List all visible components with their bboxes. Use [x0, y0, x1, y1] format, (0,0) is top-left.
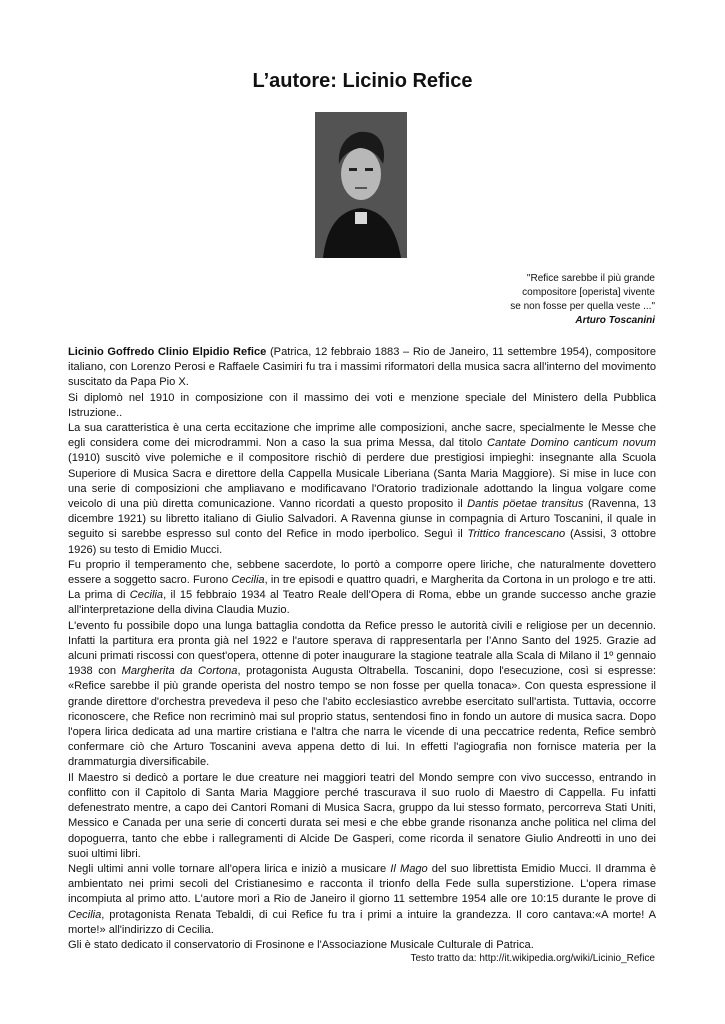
text: (Patrica, 12 febbraio 1883 – Rio de Janeiro, 11 settembre 1954), compositore italiano, con Lorenzo Perosi e Raffaele Casimiri fu tra i massimi riformatori della musica sacra all'interno del movimento suscitato da Papa Pio X.: [68, 346, 656, 389]
text: Negli ultimi anni volle tornare all'opera lirica e iniziò a musicare: [68, 862, 391, 875]
quote-line: "Refice sarebbe il più grande: [526, 273, 655, 284]
paragraph: [68, 619, 656, 771]
quote-line: se non fosse per quella veste ...": [510, 301, 655, 312]
work-title: Cecilia: [231, 574, 265, 587]
quote-author: Arturo Toscanini: [575, 315, 655, 326]
paragraph: Gli è stato dedicato il conservatorio di Frosinone e l'Associazione Musicale Culturale di Patrica.: [68, 938, 534, 951]
paragraph: [68, 558, 656, 619]
paragraph: [68, 421, 656, 558]
text: , protagonista Renata Tebaldi, di cui Refice fu tra i primi a intuire la grandezza. Il coro cantava:«A morte! A morte!» all'indirizzo di Cecilia.: [68, 908, 656, 936]
portrait-figure: [315, 112, 407, 258]
paragraph: [68, 345, 656, 391]
text: del suo librettista Emidio Mucci. Il dramma è ambientato nei primi secoli del Cristianesimo e racconta il trionfo della Fede sulla superstizione. L'opera rimase incompiuta al primo atto. L'autore morì a Rio de Janeiro il giorno 11 settembre 1954 alle ore 10:15 durante le prove di: [68, 862, 656, 906]
biography-text: [68, 345, 656, 953]
epigraph-quote: [435, 272, 655, 328]
quote-line: compositore [operista] vivente: [522, 287, 655, 298]
work-title: Trittico francescano: [467, 528, 566, 541]
paragraph: Si diplomò nel 1910 in composizione con il massimo dei voti e menzione speciale del Ministero della Pubblica Istruzione..: [68, 391, 656, 419]
work-title: Cecilia: [129, 589, 164, 602]
text: (1910) suscitò vive polemiche e il compositore rischiò di perdere due prestigiosi impieghi: insegnante alla Scuola Superiore di Musica Sacra e direttore della Cappella Musicale Liberiana (Santa Maria Maggiore). Si mise in luce con una serie di composizioni che ampliavano e modificavano l'Oratorio tradizionale adottando la lingua volgare come veicolo di una più diretta comunicazione. Vanno ricordati a questo proposito il: [68, 452, 656, 511]
text: La sua caratteristica è una certa eccitazione che imprime alle composizioni, anche sacre, specialmente le Messe che egli considera come dei microdrammi. Non a caso la sua prima Messa, dal titolo: [68, 422, 656, 450]
source-citation: Testo tratto da: http://it.wikipedia.org/wiki/Licinio_Refice: [410, 953, 655, 964]
work-title: Dantis pöetae transitus: [467, 498, 584, 511]
text: , in tre episodi e quattro quadri, e Margherita da Cortona in un prologo e tre atti. La prima di: [68, 574, 656, 602]
portrait-photo: [315, 112, 407, 258]
text: L'evento fu possibile dopo una lunga battaglia condotta da Refice presso le autorità civili e religiose per un decennio. Infatti la partitura era pronta già nel 1922 e l'autore sperava di rappresentarla per l’Anno Santo del 1925. Grazie ad alcuni primati riscossi con quest'opera, ottenne di poter inaugurare la stagione teatrale alla Scala di Milano il 1º gennaio 1938 con: [68, 619, 656, 678]
work-title: Cantate Domino canticum novum: [487, 437, 656, 450]
text: Fu proprio il temperamento che, sebbene sacerdote, lo portò a comporre opere liriche, che naturalmente dovettero essere a soggetto sacro. Furono: [68, 558, 656, 587]
paragraph: [68, 862, 656, 938]
text: (Assisi, 3 ottobre 1926) su testo di Emidio Mucci.: [68, 528, 657, 556]
full-name: Licinio Goffredo Clinio Elpidio Refice: [68, 346, 267, 358]
paragraph: Il Maestro si dedicò a portare le due creature nei maggiori teatri del Mondo sempre con vivo successo, entrando in conflitto con il Capitolo di Santa Maria Maggiore perché trascurava il suo ruolo di Maestro di Cappella. Fu infatti defenestrato mentre, a capo dei Cantori Romani di Musica Sacra, gruppo da lui stesso formato, percorreva Stati Uniti, Messico e Canada per una serie di concerti durata sei mesi e che ebbe grande risonanza anche politica nel clima del dopoguerra, tanto che ebbe i rallegramenti di Alcide De Gasperi, come ricorda il senatore Giulio Andreotti in uno dei suoi ultimi libri.: [68, 771, 656, 860]
work-title: Il Mago: [390, 862, 428, 875]
page-title: L’autore: Licinio Refice: [252, 70, 473, 92]
work-title: Margherita da Cortona: [121, 665, 238, 678]
text: , il 15 febbraio 1934 al Teatro Reale dell'Opera di Roma, ebbe un grande successo anche grazie all'interpretazione della divina Claudia Muzio.: [68, 589, 656, 617]
text: , protagonista Augusta Oltrabella. Toscanini, dopo l'esecuzione, così si espresse: «Refice sarebbe il più grande operista del nostro tempo se non fosse per quella tonaca». Con questa espressione il grande direttore d'orchestra prevedeva il peso che l'abito ecclesiastico avrebbe esercitato sull'artista. Tuttavia, occorre riconoscere, che Refice non recriminò mai sul proprio status, sentendosi fino in fondo un autore di musica sacra. Dopo l'opera lirica dedicata ad una martire cristiana e l'altra che narra le vicende di una peccatrice redenta, Refice sembrò confermare ciò che Arturo Toscanini aveva appena detto di lui. In effetti l'agiografia non fornisce materia per la drammaturgia diversificabile.: [68, 665, 657, 769]
text: (Ravenna, 13 dicembre 1921) su libretto italiano di Giulio Salvadori. A Ravenna giunse in compagnia di Arturo Toscanini, il quale in seguito si sarebbe espresso sul conto del Refice in modo iperbolico. Seguì il: [68, 498, 656, 541]
work-title: Cecilia: [68, 908, 102, 921]
